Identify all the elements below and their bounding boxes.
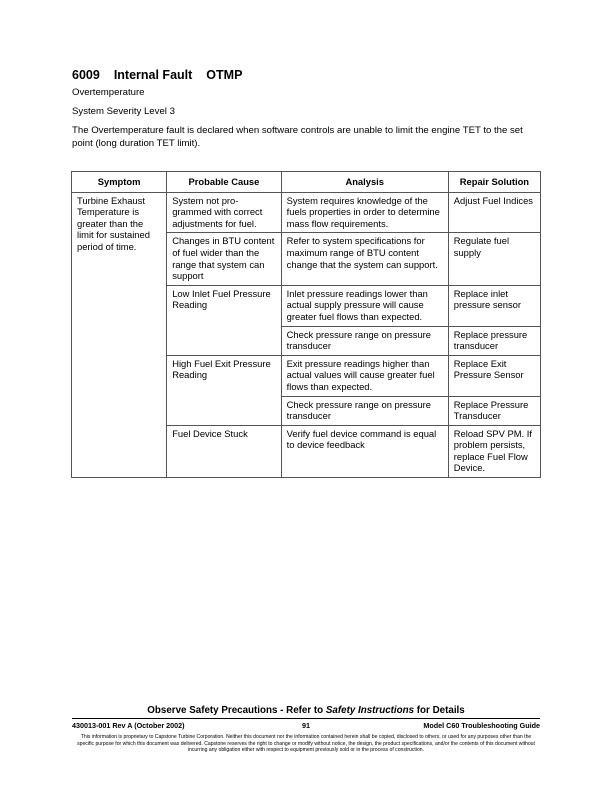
- cause-cell: Low Inlet Fuel Pressure Reading: [167, 285, 281, 355]
- analysis-cell: Refer to system specifications for maximum range of BTU content change that the system can support.: [281, 233, 448, 285]
- repair-cell: Replace Exit Pressure Sensor: [448, 355, 540, 396]
- safety-instructions-ref: Safety Instructions: [325, 705, 415, 716]
- repair-cell: Replace inlet pressure sensor: [448, 285, 540, 326]
- table-row: [72, 192, 541, 233]
- header-repair-solution: Repair Solution: [448, 172, 540, 193]
- header-analysis: Analysis: [281, 172, 448, 193]
- cause-cell: Changes in BTU content of fuel wider than the range that system can support: [167, 233, 281, 285]
- footer-divider: [72, 718, 540, 719]
- fault-code: 6009: [72, 68, 100, 82]
- fault-heading: [72, 68, 256, 82]
- page-number: 91: [302, 721, 310, 730]
- repair-cell: Adjust Fuel Indices: [448, 192, 540, 233]
- analysis-cell: Exit pressure readings higher than actual values will cause greater fuel flows than expected.: [281, 355, 448, 396]
- repair-cell: Reload SPV PM. If problem persists, replace Fuel Flow Device.: [448, 425, 540, 477]
- cause-cell: System not pro-grammed with correct adjustments for fuel.: [167, 192, 281, 233]
- symptom-cell: Turbine Exhaust Temperature is greater than the limit for sustained period of time.: [72, 192, 167, 477]
- safety-suffix: for Details: [414, 705, 465, 716]
- severity-level: System Severity Level 3: [72, 106, 175, 117]
- table-header-row: [72, 172, 541, 193]
- safety-prefix: Observe Safety Precautions - Refer to: [147, 705, 326, 716]
- fault-subtitle: Overtemperature: [72, 87, 145, 98]
- fault-tag: OTMP: [206, 68, 243, 82]
- legal-notice: This information is proprietary to Capstone Turbine Corporation. Neither this document nor the information contained herein shall be copied, disclosed to others, or used for any purposes other than the specific purpose for which this document was delivered. Capstone reserves the right to change or modify without notice, the design, the product specifications, and/or the contents of this document without incurring any obligation either with respect to equipment previously sold or in the process of construction.: [77, 734, 535, 754]
- cause-cell: Fuel Device Stuck: [167, 425, 281, 477]
- repair-cell: Replace Pressure Transducer: [448, 396, 540, 425]
- document-id: 430013-001 Rev A (October 2002): [72, 721, 185, 730]
- analysis-cell: Check pressure range on pressure transducer: [281, 326, 448, 355]
- analysis-cell: Verify fuel device command is equal to device feedback: [281, 425, 448, 477]
- analysis-cell: Inlet pressure readings lower than actual supply pressure will cause greater fuel flows than expected.: [281, 285, 448, 326]
- cause-cell: High Fuel Exit Pressure Reading: [167, 355, 281, 425]
- repair-cell: Replace pressure transducer: [448, 326, 540, 355]
- fault-description: The Overtemperature fault is declared when software controls are unable to limit the engine TET to the set point (long duration TET limit).: [72, 125, 523, 149]
- header-symptom: Symptom: [72, 172, 167, 193]
- analysis-cell: System requires knowledge of the fuels properties in order to determine mass flow requirements.: [281, 192, 448, 233]
- fault-name: Internal Fault: [113, 68, 193, 82]
- analysis-cell: Check pressure range on pressure transducer: [281, 396, 448, 425]
- safety-notice: [0, 705, 612, 716]
- repair-cell: Regulate fuel supply: [448, 233, 540, 285]
- troubleshooting-table: [71, 171, 541, 478]
- guide-title: Model C60 Troubleshooting Guide: [423, 721, 540, 730]
- header-probable-cause: Probable Cause: [167, 172, 281, 193]
